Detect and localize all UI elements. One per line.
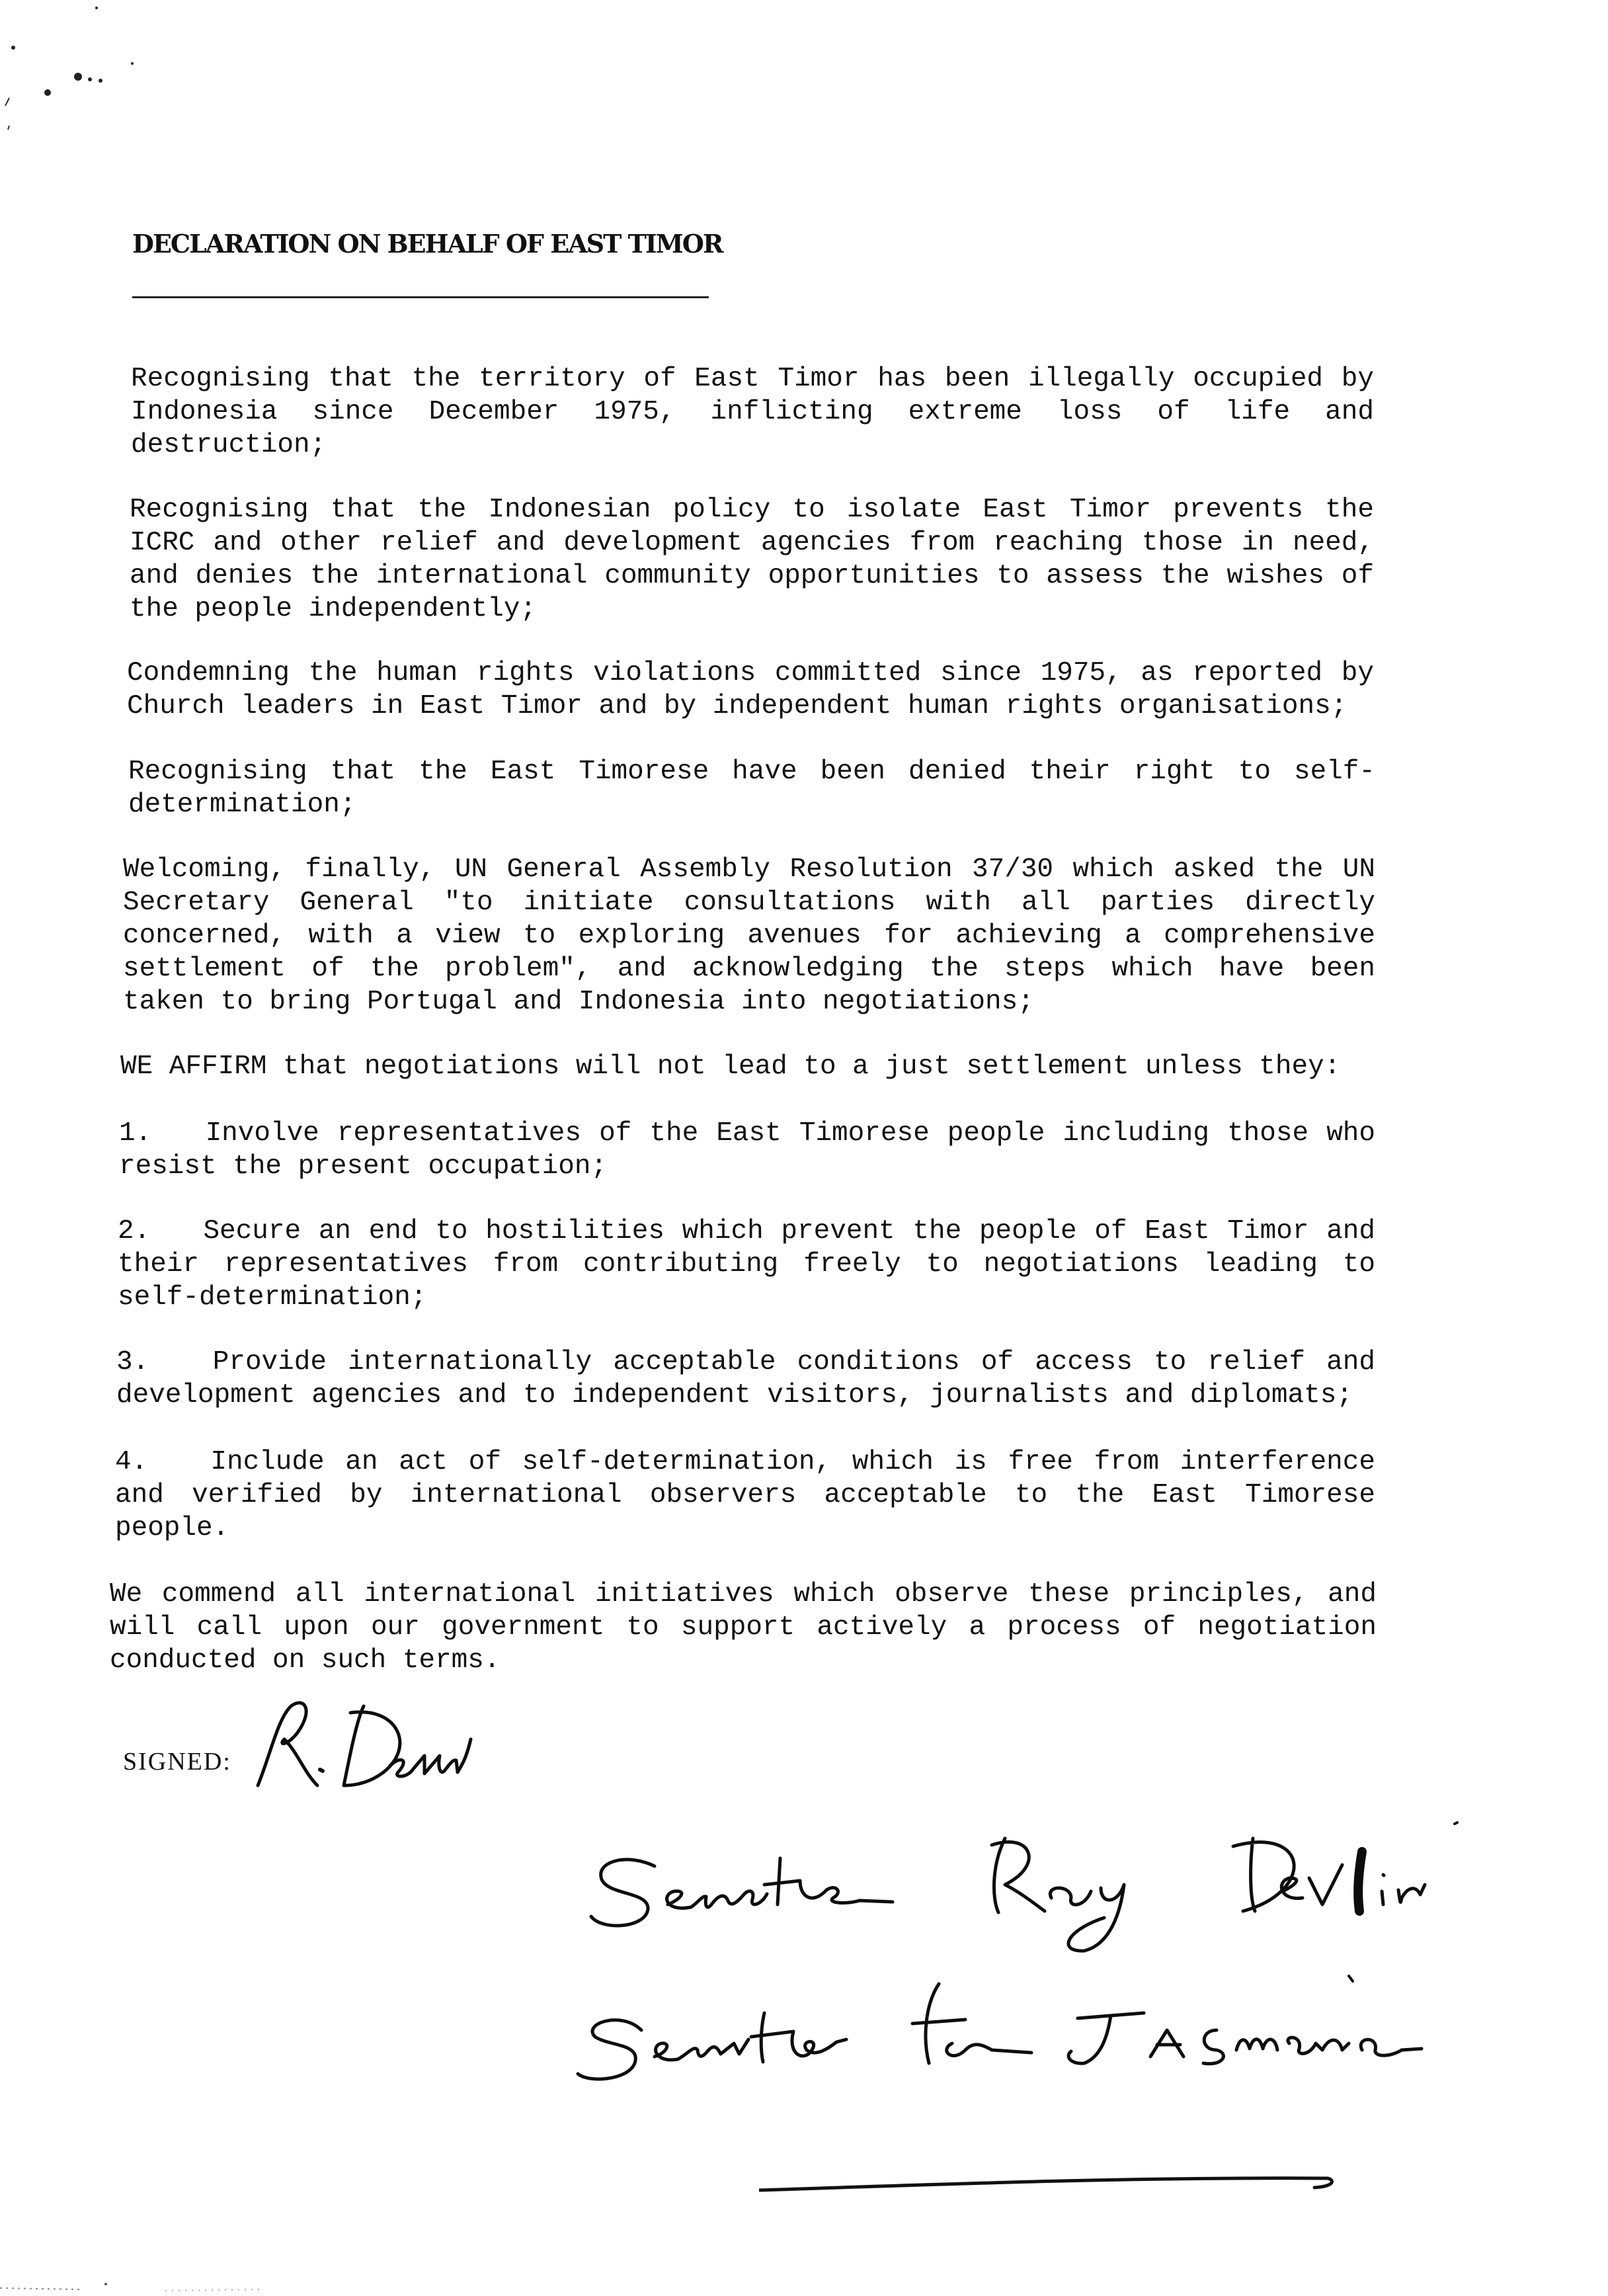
condition-2 bbox=[118, 1215, 1375, 1314]
signature bbox=[251, 1693, 476, 1805]
recital-1: Recognising that the territory of East Timor has been illegally occupied by Indonesia since December 1975, inflicting extreme loss of life and destruction; bbox=[131, 364, 1374, 460]
condition-text: Provide internationally acceptable conditions of access to relief and development agencies and to independent visitors, journalists and diplomats; bbox=[116, 1347, 1375, 1411]
handwritten-underline bbox=[759, 2166, 1341, 2199]
condition-number: 3. bbox=[116, 1347, 149, 1377]
scan-noise-bottom bbox=[0, 2275, 278, 2296]
affirmation: WE AFFIRM that negotiations will not lead to a just settlement unless they: bbox=[120, 1051, 1341, 1082]
closing-paragraph: We commend all international initiatives which observe these principles, and will call upon our government to support actively a process of negotiation conducted on such terms. bbox=[110, 1579, 1377, 1676]
signed-label: SIGNED: bbox=[123, 1748, 231, 1776]
condition-text: Involve representatives of the East Timorese people including those who resist the present occupation; bbox=[119, 1118, 1376, 1182]
scan-specks bbox=[0, 0, 198, 145]
recital-5: Welcoming, finally, UN General Assembly Resolution 37/30 which asked the UN Secretary General "to initiate consultations with all parties directly concerned, with a view to exploring avenues for achieving a comprehensive settlement of the problem", and acknowledging the steps which have been taken to bring Portugal and Indonesia into negotiations; bbox=[123, 854, 1375, 1017]
recital-4: Recognising that the East Timorese have been denied their right to self-determination; bbox=[128, 757, 1375, 820]
condition-text: Secure an end to hostilities which prevent the people of East Timor and their representatives from contributing freely to negotiations leading to self-determination; bbox=[118, 1216, 1375, 1313]
condition-1 bbox=[119, 1117, 1375, 1183]
condition-3 bbox=[116, 1346, 1375, 1412]
condition-number: 1. bbox=[119, 1118, 152, 1149]
title-underline bbox=[132, 296, 709, 298]
handwritten-senator-name bbox=[582, 1812, 1468, 1957]
condition-number: 4. bbox=[115, 1447, 148, 1477]
handwritten-senator-state bbox=[569, 1957, 1468, 2103]
document-title: DECLARATION ON BEHALF OF EAST TIMOR bbox=[132, 229, 723, 259]
recital-2: Recognising that the Indonesian policy to isolate East Timor prevents the ICRC and other relief and development agencies from reaching those in need, and denies the international community opportunities to assess the wishes of the people independently; bbox=[130, 495, 1374, 624]
condition-4 bbox=[115, 1446, 1375, 1545]
condition-number: 2. bbox=[118, 1216, 151, 1247]
recital-3: Condemning the human rights violations committed since 1975, as reported by Church leaders in East Timor and by independent human rights organisations; bbox=[127, 658, 1374, 721]
condition-text: Include an act of self-determination, which is free from interference and verified by international observers acceptable to the East Timorese people. bbox=[115, 1447, 1375, 1543]
